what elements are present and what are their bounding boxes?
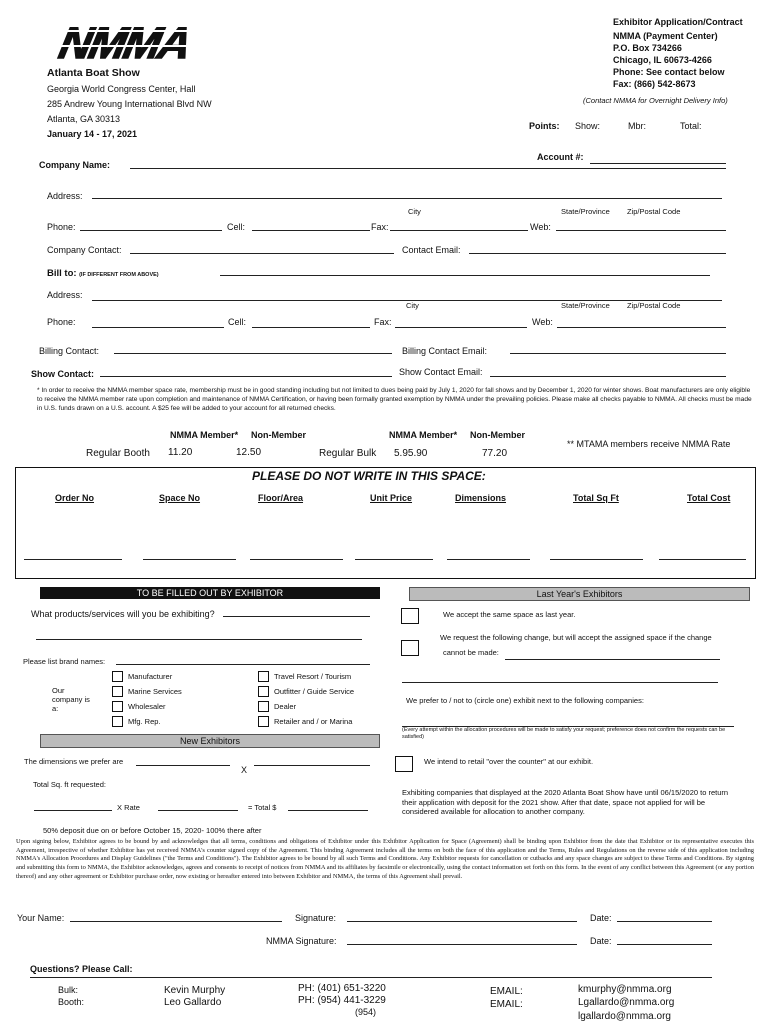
floor-area-field[interactable] [250,559,343,560]
booth-nonmember-rate: 12.50 [236,447,262,458]
col-unit-price: Unit Price [370,493,413,503]
fax-label: Fax: [371,222,389,232]
your-name-label: Your Name: [17,913,65,923]
sqft-requested-field[interactable] [34,810,112,811]
billing-email-field[interactable] [510,353,726,354]
phone-field[interactable] [80,230,222,231]
checkbox-same-space[interactable] [401,608,419,624]
dimensions-field[interactable] [447,559,530,560]
company-name-label: Company Name: [39,160,111,170]
address-field[interactable] [92,198,722,199]
points-label: Points: [529,121,560,131]
date-label: Date: [590,913,612,923]
bill-web-label: Web: [532,317,553,327]
nmma-signature-label: NMMA Signature: [266,936,337,946]
bill-to-label: Bill to: (IF DIFFERENT FROM ABOVE) [47,268,159,279]
checkbox-change-request[interactable] [401,640,419,656]
contact-email-label-bulk: EMAIL: [490,986,523,997]
bill-fax-label: Fax: [374,317,392,327]
contact-email-bulk[interactable]: kmurphy@nmma.org [578,984,672,995]
contact-role-booth: Booth: [58,997,85,1007]
billing-contact-field[interactable] [114,353,392,354]
checkbox-mfg-rep[interactable] [112,716,123,727]
bill-phone-label: Phone: [47,317,76,327]
bill-web-field[interactable] [557,327,726,328]
venue: Georgia World Congress Center, Hall [47,84,196,94]
our-company-label: Our company is a: [52,686,90,713]
billing-contact-label: Billing Contact: [39,346,100,356]
bulk-nonmember-rate: 77.20 [482,448,508,459]
mail-city: Chicago, IL 60673-4266 [613,55,712,65]
col-space-no: Space No [159,493,201,503]
type-wholesaler: Wholesaler [128,702,166,711]
phone-label: Phone: [47,222,76,232]
checkbox-manufacturer[interactable] [112,671,123,682]
contact-phone: Phone: See contact below [613,67,725,77]
col-total-sqft: Total Sq Ft [573,493,619,503]
show-label: Show: [575,121,601,131]
signature-field[interactable] [347,921,577,922]
last-year-banner: Last Year's Exhibitors [409,587,750,601]
bill-phone-field[interactable] [92,327,224,328]
new-exhibitors-banner: New Exhibitors [40,734,380,748]
type-outfitter: Outfitter / Guide Service [274,687,355,696]
bill-city-caption: City [406,301,419,310]
bill-zip-caption: Zip/Postal Code [627,301,681,310]
contact-email-label-booth: EMAIL: [490,999,523,1010]
change-request-label-1: We request the following change, but will accept the assigned space if the change [440,633,712,642]
bill-state-caption: State/Province [561,301,610,310]
company-name-field[interactable] [130,168,726,169]
logo-text: NMMA [54,19,195,68]
booth-member-rate: 11.20 [168,447,193,458]
date2-label: Date: [590,936,612,946]
checkbox-wholesaler[interactable] [112,701,123,712]
contract-title: Exhibitor Application/Contract [613,17,743,27]
change-request-field[interactable] [505,659,720,660]
contact-email-extra[interactable]: lgallardo@nmma.org [578,1011,671,1022]
dimension-x: X [241,765,248,775]
checkbox-retail[interactable] [395,756,413,772]
change-request-field-2[interactable] [402,682,718,683]
bulk-member-rate: 5.95.90 [394,448,428,459]
overnight-note: (Contact NMMA for Overnight Delivery Info) [583,96,728,105]
address-label: Address: [47,191,83,201]
agreement-text: Upon signing below, Exhibitor agrees to be bound by and acknowledges that all terms, conditions and obligations of Exhibitor under this Exhibitor Application for Space (Agreement) shall be binding upon Exhibitor from the date that Exhibitor or its representative executes this Agreement, irrespective of whether Exhibitor has yet received NMMA's counter signed copy of the Agreement. This binding Agreement includes all the terms on both the face of this application and the Terms, Rules and Regulations on the reverse side of this application including NMMA's Allocation Procedures and Display Guidelines ("the Terms and Conditions"). The Exhibitor agrees to be bound by all such Terms and Conditions. Any Exhibitor requests for cancellation or cutbacks and any space changes are subject to these Terms and Conditions. By signing and submitting this form to NMMA, the Exhibitor acknowledges, agrees and consents to receipt of notices from NMMA and its affiliates by facsimile or electronically, using the contact information set forth on this form. In the event of any conflict between this Agreement (or any portion thereof) and any other agreement or Exhibitor purchase order, now existing or hereafter entered into between Exhibitor and NMMA, the terms of this Agreement shall prevail. [16,838,754,880]
show-title: Atlanta Boat Show [47,67,140,79]
mbr-label: Mbr: [628,121,646,131]
signature-label: Signature: [295,913,337,923]
total-label: Total: [680,121,702,131]
same-space-label: We accept the same space as last year. [443,610,576,619]
retail-label: We intend to retail "over the counter" at our exhibit. [424,757,594,766]
total-field[interactable] [288,810,368,811]
bill-fax-field[interactable] [395,327,527,328]
checkbox-dealer[interactable] [258,701,269,712]
type-travel-resort: Travel Resort / Tourism [274,672,352,681]
po-box: P.O. Box 734266 [613,43,682,53]
account-field[interactable] [590,163,726,164]
venue-address-2: Atlanta, GA 30313 [47,114,121,124]
show-contact-label: Show Contact: [31,369,94,379]
change-request-label-2: cannot be made: [443,648,499,657]
account-label: Account #: [537,152,584,162]
checkbox-outfitter[interactable] [258,686,269,697]
show-contact-field[interactable] [100,376,392,377]
products-field-2[interactable] [36,639,362,640]
state-caption: State/Province [561,207,610,216]
order-no-field[interactable] [24,559,122,560]
show-contact-email-field[interactable] [490,376,726,377]
deposit-note: 50% deposit due on or before October 15, 2020- 100% there after [43,826,262,835]
type-mfg-rep: Mfg. Rep. [128,717,161,726]
company-contact-field[interactable] [130,253,394,254]
type-dealer: Dealer [274,702,297,711]
col-total-cost: Total Cost [687,493,731,503]
payment-center: NMMA (Payment Center) [613,31,718,41]
total-cost-field[interactable] [659,559,746,560]
checkbox-marine-services[interactable] [112,686,123,697]
your-name-field[interactable] [70,921,282,922]
prefer-label: We prefer to / not to (circle one) exhibit next to the following companies: [406,696,644,705]
contact-name-booth: Leo Gallardo [164,997,222,1008]
checkbox-retailer[interactable] [258,716,269,727]
questions-title: Questions? Please Call: [30,964,133,974]
eq-total-label: = Total $ [248,803,277,812]
contact-phone-extra: (954) [355,1007,377,1017]
contact-phone-bulk: PH: (401) 651-3220 [298,983,386,994]
products-question: What products/services will you be exhibiting? [31,609,215,619]
web-label: Web: [530,222,551,232]
space-no-field[interactable] [143,559,236,560]
rate-field[interactable] [158,810,238,811]
nmma-signature-field[interactable] [347,944,577,945]
nonmember-header-booth: Non-Member [251,430,307,440]
cell-field[interactable] [252,230,370,231]
city-caption: City [408,207,421,216]
office-use-title: PLEASE DO NOT WRITE IN THIS SPACE: [252,469,486,483]
company-contact-label: Company Contact: [47,245,122,255]
bill-address-label: Address: [47,290,83,300]
date-field[interactable] [617,921,712,922]
regular-booth-label: Regular Booth [86,448,150,459]
member-header-booth: NMMA Member* [170,430,239,440]
exhibitor-banner: TO BE FILLED OUT BY EXHIBITOR [40,587,380,599]
type-retailer: Retailer and / or Marina [274,717,353,726]
bill-to-field[interactable] [220,275,710,276]
show-dates: January 14 - 17, 2021 [47,129,138,139]
cell-label: Cell: [227,222,246,232]
products-field-1[interactable] [223,616,370,617]
contact-email-field[interactable] [469,253,726,254]
dimension-width-field[interactable] [136,765,230,766]
col-dimensions: Dimensions [455,493,507,503]
date2-field[interactable] [617,944,712,945]
contact-phone-booth: PH: (954) 441-3229 [298,995,386,1006]
deadline-note: Exhibiting companies that displayed at the 2020 Atlanta Boat Show have until 06/15/2020 to return their application with deposit for the 2021 show. After that date, space not applied for will be considered available for allocation to another company. [402,788,729,816]
zip-caption: Zip/Postal Code [627,207,681,216]
checkbox-travel-resort[interactable] [258,671,269,682]
type-manufacturer: Manufacturer [128,672,173,681]
contact-name-bulk: Kevin Murphy [164,985,226,996]
office-use-box [15,467,756,579]
nonmember-header-bulk: Non-Member [470,430,526,440]
brand-names-field[interactable] [116,664,370,665]
membership-note: * In order to receive the NMMA member space rate, membership must be in good standing including but not limited to dues being paid by July 1, 2020 for fall shows and by December 1, 2020 for winter shows. Boat manufacturers are only eligible to receive the NMMA member rate upon completion and maintenance of NMMA Certification, or having been formally granted exemption by NMMA under the prevailing policies. Please make all checks payable to NMMA. All checks must be made in U.S. funds drawn on a U.S. account. A $25 fee will be added to your account for all returned checks. [37,387,752,412]
venue-address-1: 285 Andrew Young International Blvd NW [47,99,212,109]
nmma-logo [40,18,205,68]
dimension-depth-field[interactable] [254,765,370,766]
unit-price-field[interactable] [355,559,433,560]
attempt-note: (Every attempt within the allocation procedures will be made to satisfy your request; preference does not confirm the requests can be satisfied) [402,727,726,740]
contact-email-label: Contact Email: [402,245,461,255]
member-header-bulk: NMMA Member* [389,430,458,440]
dimensions-label: The dimensions we prefer are [24,757,124,766]
contact-fax: Fax: (866) 542-8673 [613,79,696,89]
fax-field[interactable] [390,230,528,231]
contact-email-booth[interactable]: Lgallardo@nmma.org [578,997,675,1008]
total-sqft-field[interactable] [550,559,643,560]
contacts-rule [30,977,712,978]
regular-bulk-label: Regular Bulk [319,448,377,459]
total-sqft-label: Total Sq. ft requested: [33,780,106,789]
mtama-note: ** MTAMA members receive NMMA Rate [567,439,731,449]
contact-role-bulk: Bulk: [58,985,79,995]
bill-cell-field[interactable] [252,327,370,328]
type-marine-services: Marine Services [128,687,182,696]
col-floor-area: Floor/Area [258,493,304,503]
col-order-no: Order No [55,493,95,503]
x-rate-label: X Rate [117,803,140,812]
billing-email-label: Billing Contact Email: [402,346,488,356]
web-field[interactable] [556,230,726,231]
brand-names-label: Please list brand names: [23,657,106,666]
bill-cell-label: Cell: [228,317,247,327]
show-contact-email-label: Show Contact Email: [399,367,483,377]
